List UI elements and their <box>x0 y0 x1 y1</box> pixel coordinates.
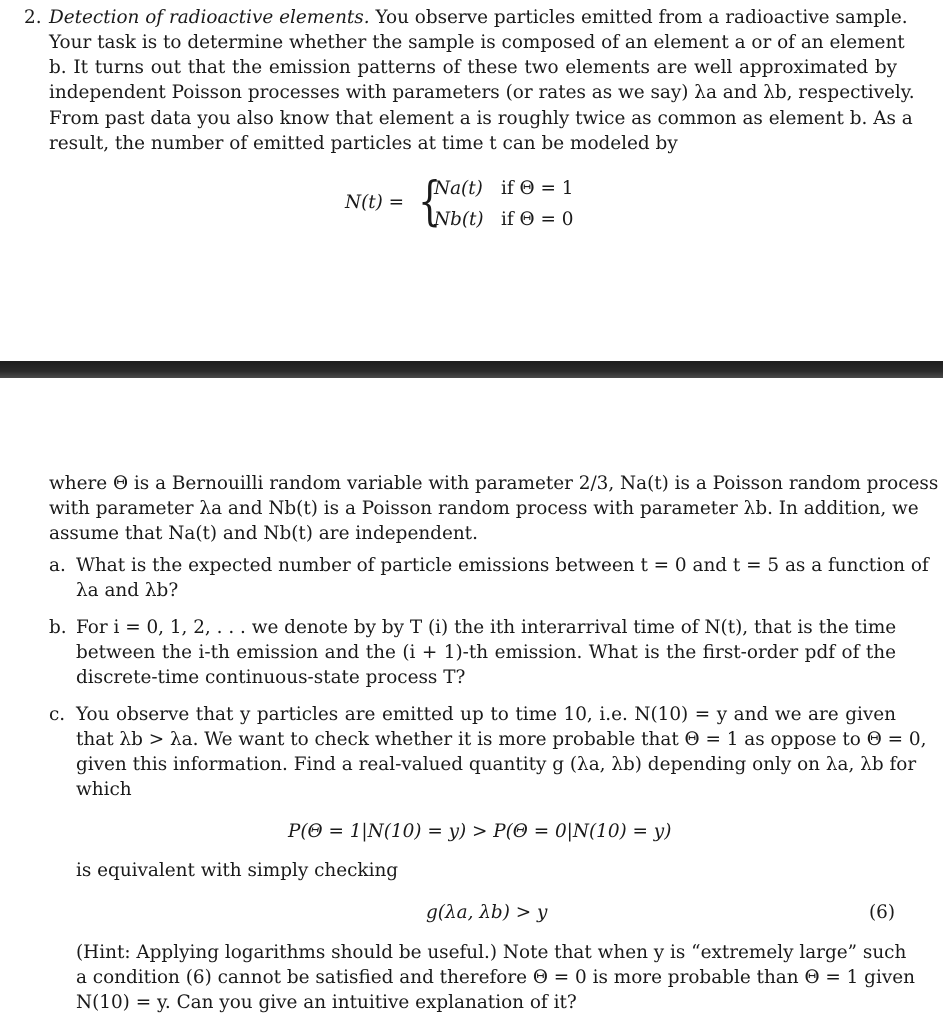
intro-line-3: b. It turns out that the emission patterns of these two elements are well approximated by <box>49 57 897 78</box>
case2-value: Nb(t) <box>434 209 484 230</box>
part-b-line-1: For i = 0, 1, 2, . . . we denote by by T (i) the ith interarrival time of N(t), that is the time <box>76 617 897 638</box>
case2-condition: if Θ = 0 <box>501 209 574 230</box>
case1-condition: if Θ = 1 <box>501 178 574 199</box>
where-line-3: assume that Na(t) and Nb(t) are independent. <box>49 523 478 544</box>
where-line-2: with parameter λa and Nb(t) is a Poisson random process with parameter λb. In addition, we <box>49 498 919 519</box>
part-a-line-1: What is the expected number of particle emissions between t = 0 and t = 5 as a function of <box>76 555 929 576</box>
left-brace-icon: { <box>417 172 442 232</box>
part-c-label: c. <box>49 704 66 725</box>
page-separator-bar <box>0 361 943 378</box>
intro-line-4: independent Poisson processes with parameters (or rates as we say) λa and λb, respectively. <box>49 82 915 103</box>
equation-number: (6) <box>868 902 895 923</box>
hint-line-2: a condition (6) cannot be satisfied and therefore Θ = 0 is more probable than Θ = 1 given <box>76 967 915 988</box>
hint-line-1: (Hint: Applying logarithms should be useful.) Note that when y is “extremely large” such <box>76 942 907 963</box>
part-b-label: b. <box>49 617 67 638</box>
part-a-label: a. <box>49 555 66 576</box>
intro-line-2: Your task is to determine whether the sample is composed of an element a or of an element <box>49 32 905 53</box>
part-c-line-4: which <box>76 779 132 800</box>
intro-line-5: From past data you also know that element a is roughly twice as common as element b. As a <box>49 108 913 129</box>
part-b-line-2: between the i-th emission and the (i + 1)-th emission. What is the first-order pdf of the <box>76 642 896 663</box>
equation-lhs: N(t) = <box>345 192 405 213</box>
hint-line-3: N(10) = y. Can you give an intuitive explanation of it? <box>76 992 577 1013</box>
problem-number: 2. <box>24 7 42 28</box>
part-b-line-3: discrete-time continuous-state process T? <box>76 667 466 688</box>
intro-line-1-text: You observe particles emitted from a radioactive sample. <box>375 7 908 28</box>
intro-line-6: result, the number of emitted particles at time t can be modeled by <box>49 133 678 154</box>
equivalent-text: is equivalent with simply checking <box>76 860 399 881</box>
part-a-line-2: λa and λb? <box>76 580 179 601</box>
intro-line-1 <box>49 5 908 30</box>
where-line-1: where Θ is a Bernouilli random variable with parameter 2/3, Na(t) is a Poisson random process <box>49 473 939 494</box>
case1-value: Na(t) <box>434 178 483 199</box>
problem-title: Detection of radioactive elements. <box>49 7 370 28</box>
part-c-line-3: given this information. Find a real-valued quantity g (λa, λb) depending only on λa, λb for <box>76 754 917 775</box>
probability-inequality: P(Θ = 1|N(10) = y) > P(Θ = 0|N(10) = y) <box>288 821 672 842</box>
condition-equation: g(λa, λb) > y <box>426 902 548 923</box>
part-c-line-2: that λb > λa. We want to check whether it is more probable that Θ = 1 as oppose to Θ = 0, <box>76 729 927 750</box>
part-c-line-1: You observe that y particles are emitted up to time 10, i.e. N(10) = y and we are given <box>76 704 896 725</box>
